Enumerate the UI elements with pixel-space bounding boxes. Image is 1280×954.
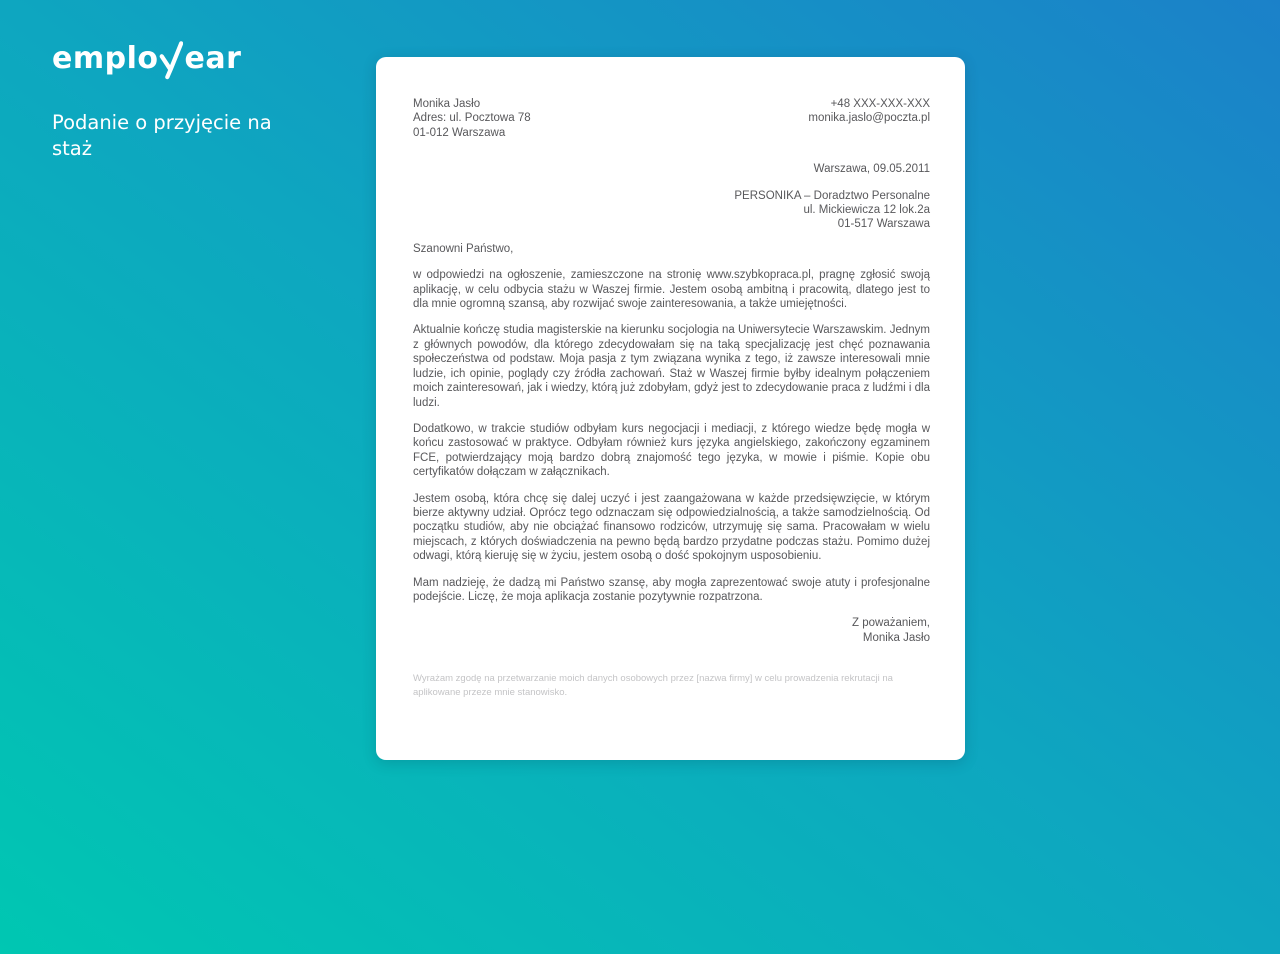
letter-paragraph-5: Mam nadzieję, że dadzą mi Państwo szansę, aby mogła zaprezentować swoje atuty i profesjonalne podejście. Liczę, że moja aplikacja zostanie pozytywnie rozpatrzona. bbox=[413, 576, 930, 603]
consent-footnote: Wyrażam zgodę na przetwarzanie moich danych osobowych przez [nazwa firmy] w celu prowadzenia rekrutacji na aplikowane przeze mnie stanowisko. bbox=[413, 673, 893, 699]
recipient-block bbox=[413, 189, 930, 232]
signature-name: Monika Jasło bbox=[862, 631, 930, 644]
logo-text-post: ear bbox=[184, 41, 242, 76]
recipient-address-line2: 01-517 Warszawa bbox=[837, 218, 930, 231]
sender-name: Monika Jasło bbox=[413, 98, 481, 110]
letter-paragraph-1: w odpowiedzi na ogłoszenie, zamieszczone na stronię www.szybkopraca.pl, pragnę zgłosić swoją aplikację, w celu odbycia stażu w Waszej firmie. Jestem osobą ambitną i pracowitą, dlatego jest to dla mnie ogromną szansą, aby rozwijać swoje zainteresowania, a także umiejętności. bbox=[413, 269, 930, 311]
recipient-address-line1: ul. Mickiewicza 12 lok.2a bbox=[803, 204, 930, 217]
logo-check-y-icon bbox=[159, 40, 183, 80]
sender-block bbox=[413, 97, 531, 140]
valediction: Z poważaniem, bbox=[852, 617, 930, 630]
closing-block bbox=[413, 616, 930, 645]
letter-header bbox=[413, 97, 930, 140]
sender-address-line1: Adres: ul. Pocztowa 78 bbox=[413, 112, 531, 125]
sender-phone: +48 XXX-XXX-XXX bbox=[830, 98, 930, 110]
letter-date: Warszawa, 09.05.2011 bbox=[813, 163, 930, 176]
brand-sidebar bbox=[52, 40, 292, 162]
letter-paragraph-3: Dodatkowo, w trakcie studiów odbyłam kurs negocjacji i mediacji, z którego wiedze będę mogła w końcu zastosować w praktyce. Odbyłam również kurs języka angielskiego, zakończony egzaminem FCE, potwierdzający moją bardzo dobrą znajomość tego języka, w mowie i piśmie. Kopie obu certyfikatów dołączam w załącznikach. bbox=[413, 422, 930, 479]
sender-email: monika.jaslo@poczta.pl bbox=[808, 112, 930, 125]
page-title: Podanie o przyjęcie na staż bbox=[52, 111, 272, 160]
recipient-company: PERSONIKA – Doradztwo Personalne bbox=[734, 189, 930, 202]
employear-logo[interactable] bbox=[52, 40, 292, 80]
logo-text-pre: emplo bbox=[52, 41, 159, 76]
salutation: Szanowni Państwo, bbox=[413, 242, 514, 255]
letter-paragraph-4: Jestem osobą, która chcę się dalej uczyć i jest zaangażowana w każde przedsięwzięcie, w którym bierze aktywny udział. Oprócz tego odznaczam się odpowiedzialnością, a także samodzielnością. Od początku studiów, aby nie obciążać finansowo rodziców, utrzymuję się sama. Pracowałam w wielu miejscach, z których doświadczenia na pewno będą bardzo przydatne podczas stażu. Pomimo dużej odwagi, którą kieruję się w życiu, jestem osobą o dość spokojnym usposobieniu. bbox=[413, 492, 930, 563]
sender-address-line2: 01-012 Warszawa bbox=[413, 126, 506, 139]
letter-paragraph-2: Aktualnie kończę studia magisterskie na kierunku socjologia na Uniwersytecie Warszawskim. Jednym z głównych powodów, dla którego zdecydowałam się na taką specjalizację jest chęć poznawania społeczeństwa od podstaw. Moja pasja z tym związana wynika z tego, iż zawsze interesowali mnie ludzie, ich opinie, poglądy czy źródła zachowań. Staż w Waszej firmie byłby idealnym połączeniem moich zainteresowań, jak i wiedzy, którą już zdobyłam, gdyż jest to zdecydowanie praca z ludźmi i dla ludzi. bbox=[413, 324, 930, 409]
contact-block bbox=[808, 97, 930, 140]
letter-card bbox=[376, 57, 965, 760]
